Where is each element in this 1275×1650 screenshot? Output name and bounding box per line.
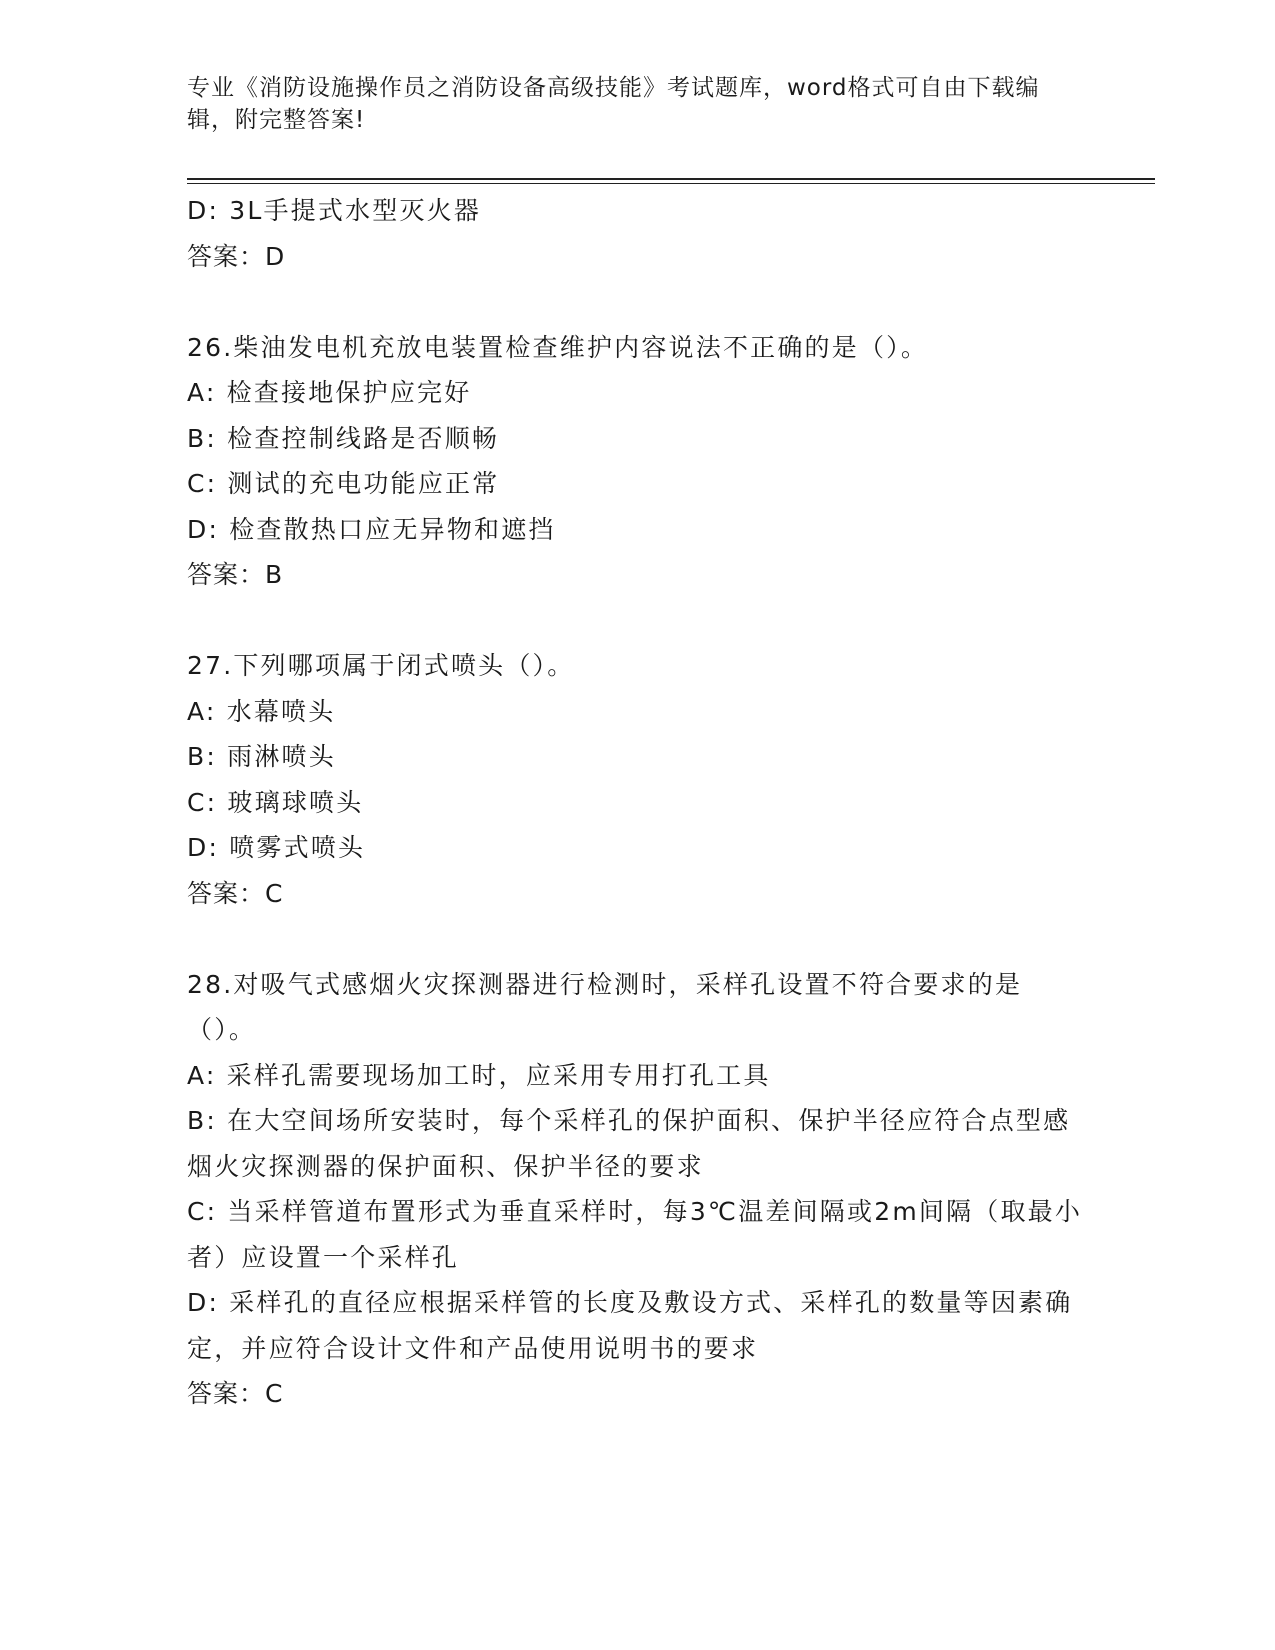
question-27-option-a: A: 水幕喷头: [187, 696, 336, 726]
prev-answer: 答案：D: [187, 241, 286, 271]
question-28-option-a: A: 采样孔需要现场加工时，应采用专用打孔工具: [187, 1060, 771, 1090]
question-28-stem: 28.对吸气式感烟火灾探测器进行检测时，采样孔设置不符合要求的是（）。: [187, 969, 1023, 1044]
question-26-answer: 答案：B: [187, 560, 284, 589]
spacer: [187, 598, 1087, 644]
question-27-option-c: C: 玻璃球喷头: [187, 787, 364, 817]
question-27-option-b: B: 雨淋喷头: [187, 742, 336, 771]
question-28-answer: 答案：C: [187, 1379, 284, 1408]
question-26-option-c: C: 测试的充电功能应正常: [187, 469, 500, 498]
spacer: [187, 916, 1087, 962]
prev-option-d: D: 3L手提式水型灭火器: [187, 196, 482, 225]
question-27-option-d: D: 喷雾式喷头: [187, 833, 366, 862]
question-26-option-a: A: 检查接地保护应完好: [187, 378, 472, 407]
question-content: [187, 188, 1087, 1417]
header-divider-thick: [187, 178, 1155, 180]
document-header: 专业《消防设施操作员之消防设备高级技能》考试题库，word格式可自由下载编辑，附完整答案!: [187, 75, 1040, 133]
question-27-answer: 答案：C: [187, 878, 284, 908]
question-26-option-b: B: 检查控制线路是否顺畅: [187, 423, 500, 453]
spacer: [187, 279, 1087, 325]
question-27-stem: 27.下列哪项属于闭式喷头（）。: [187, 651, 575, 680]
question-28-option-c: C: 当采样管道布置形式为垂直采样时，每3℃温差间隔或2m间隔（取最小者）应设置一个采样孔: [187, 1197, 1083, 1272]
question-28-option-d: D: 采样孔的直径应根据采样管的长度及敷设方式、采样孔的数量等因素确定，并应符合设计文件和产品使用说明书的要求: [187, 1288, 1073, 1363]
question-26-option-d: D: 检查散热口应无异物和遮挡: [187, 514, 556, 544]
question-28-option-b: B: 在大空间场所安装时，每个采样孔的保护面积、保护半径应符合点型感烟火灾探测器的保护面积、保护半径的要求: [187, 1106, 1071, 1181]
question-26-stem: 26.柴油发电机充放电装置检查维护内容说法不正确的是（）。: [187, 332, 929, 362]
header-divider-thin: [187, 183, 1155, 184]
